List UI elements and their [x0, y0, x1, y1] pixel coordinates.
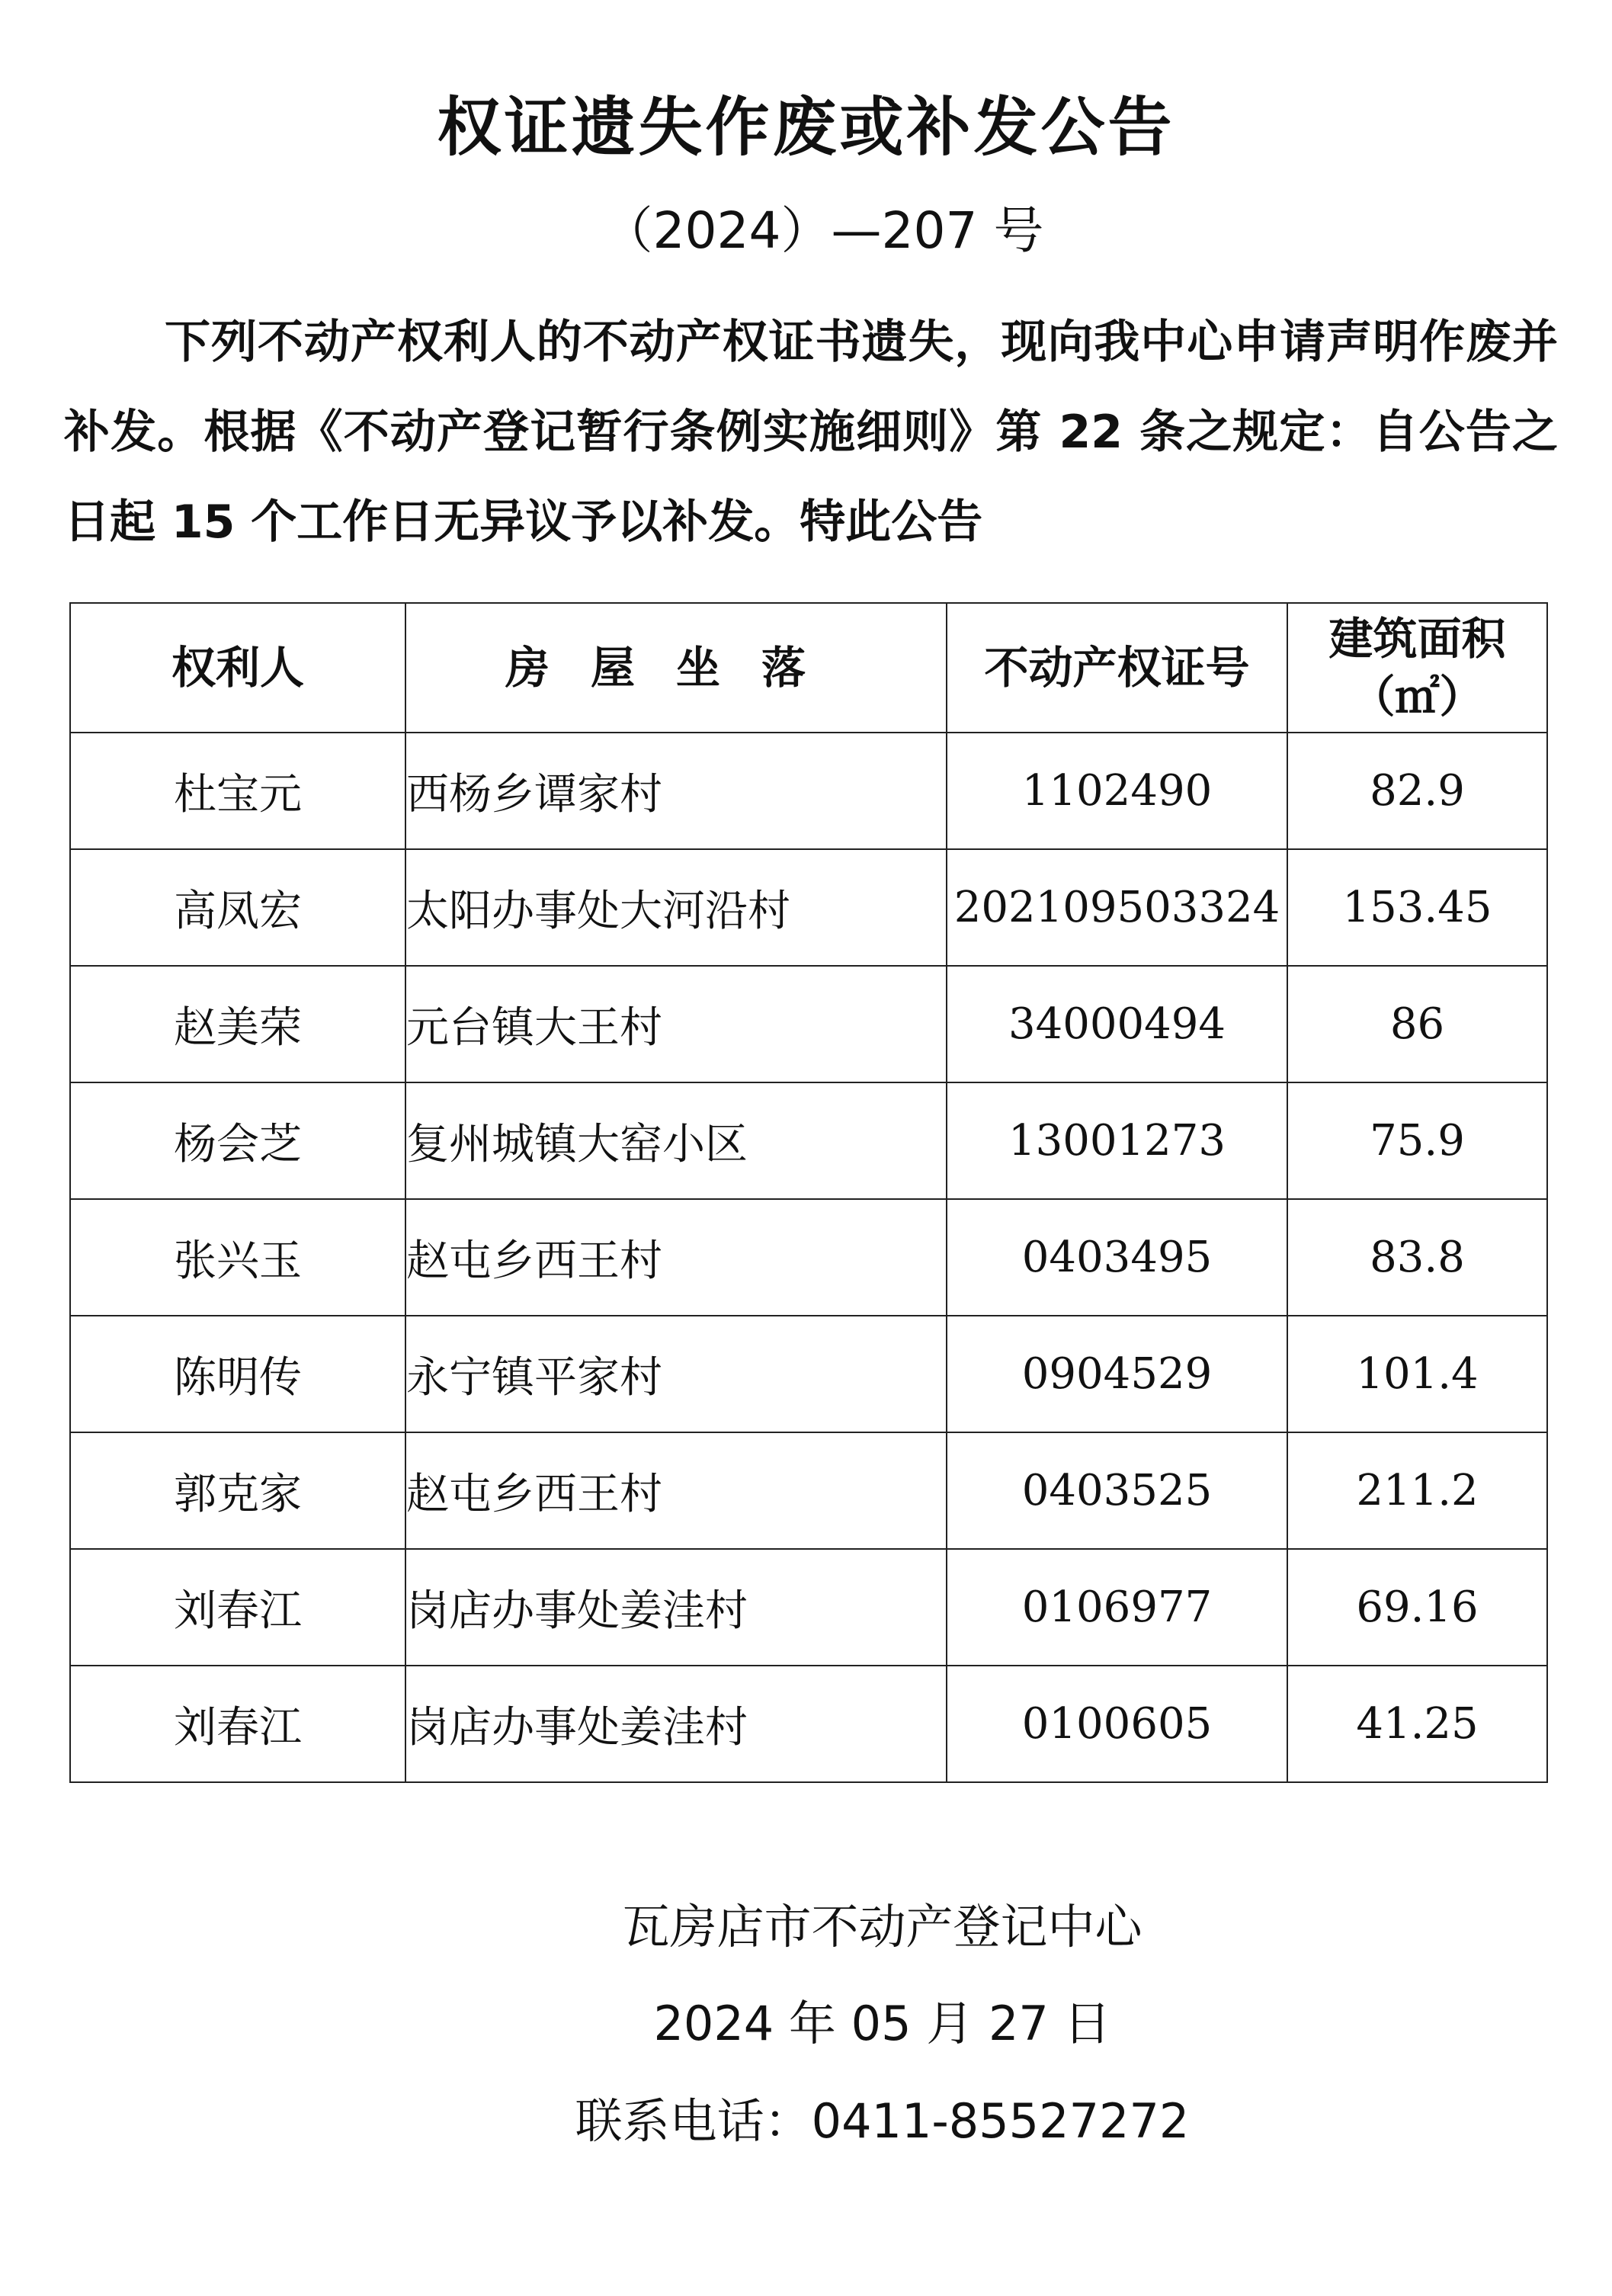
cell-area: 82.9: [1287, 733, 1547, 849]
cell-location: 岗店办事处姜洼村: [405, 1666, 947, 1782]
table-header-row: [70, 603, 1547, 733]
cell-location: 岗店办事处姜洼村: [405, 1549, 947, 1666]
cell-cert: 34000494: [947, 966, 1287, 1082]
header-holder: 权利人: [70, 603, 405, 733]
cell-location: 复州城镇大窑小区: [405, 1082, 947, 1199]
table-row: [70, 849, 1547, 966]
notice-intro: 下列不动产权利人的不动产权证书遗失，现向我中心申请声明作废并补发。根据《不动产登记暂行条例实施细则》第 22 条之规定：自公告之日起 15 个工作日无异议予以补发。特此公告: [64, 316, 1558, 549]
cell-cert: 0904529: [947, 1316, 1287, 1432]
cell-cert: 0403495: [947, 1199, 1287, 1316]
notice-number: （2024）—207 号: [602, 201, 1044, 260]
cell-holder: 张兴玉: [70, 1199, 405, 1316]
issue-date: 2024 年 05 月 27 日: [653, 1996, 1111, 2051]
cell-area: 86: [1287, 966, 1547, 1082]
cell-holder: 郭克家: [70, 1432, 405, 1549]
cell-holder: 杨会芝: [70, 1082, 405, 1199]
header-cert: 不动产权证号: [947, 603, 1287, 733]
cell-location: 元台镇大王村: [405, 966, 947, 1082]
cell-holder: 杜宝元: [70, 733, 405, 849]
cell-area: 69.16: [1287, 1549, 1547, 1666]
cell-cert: 0403525: [947, 1432, 1287, 1549]
cell-cert: 202109503324: [947, 849, 1287, 966]
table-row: [70, 1432, 1547, 1549]
table-row: [70, 1549, 1547, 1666]
table-row: [70, 1316, 1547, 1432]
table-row: [70, 1199, 1547, 1316]
cell-area: 75.9: [1287, 1082, 1547, 1199]
cell-cert: 0106977: [947, 1549, 1287, 1666]
contact-phone: 联系电话：0411-85527272: [575, 2093, 1190, 2149]
certificate-table: [69, 602, 1548, 1783]
cell-area: 153.45: [1287, 849, 1547, 966]
cell-area: 211.2: [1287, 1432, 1547, 1549]
cell-cert: 13001273: [947, 1082, 1287, 1199]
cell-location: 西杨乡谭家村: [405, 733, 947, 849]
notice-title: 权证遗失作废或补发公告: [437, 90, 1175, 165]
header-area-unit: （㎡）: [1351, 671, 1484, 723]
table-row: [70, 733, 1547, 849]
issuer-name: 瓦房店市不动产登记中心: [622, 1899, 1143, 1954]
cell-area: 41.25: [1287, 1666, 1547, 1782]
cell-location: 永宁镇平家村: [405, 1316, 947, 1432]
cell-location: 太阳办事处大河沿村: [405, 849, 947, 966]
cell-holder: 陈明传: [70, 1316, 405, 1432]
cell-cert: 0100605: [947, 1666, 1287, 1782]
cell-holder: 刘春江: [70, 1666, 405, 1782]
cell-location: 赵屯乡西王村: [405, 1432, 947, 1549]
header-area: [1287, 603, 1547, 733]
cell-holder: 赵美荣: [70, 966, 405, 1082]
cell-cert: 1102490: [947, 733, 1287, 849]
table-row: [70, 966, 1547, 1082]
cell-area: 101.4: [1287, 1316, 1547, 1432]
cell-holder: 高凤宏: [70, 849, 405, 966]
cell-area: 83.8: [1287, 1199, 1547, 1316]
cell-holder: 刘春江: [70, 1549, 405, 1666]
header-area-label: 建筑面积: [1328, 613, 1506, 665]
header-location: 房屋坐落: [405, 603, 947, 733]
cell-location: 赵屯乡西王村: [405, 1199, 947, 1316]
table-row: [70, 1666, 1547, 1782]
table-row: [70, 1082, 1547, 1199]
